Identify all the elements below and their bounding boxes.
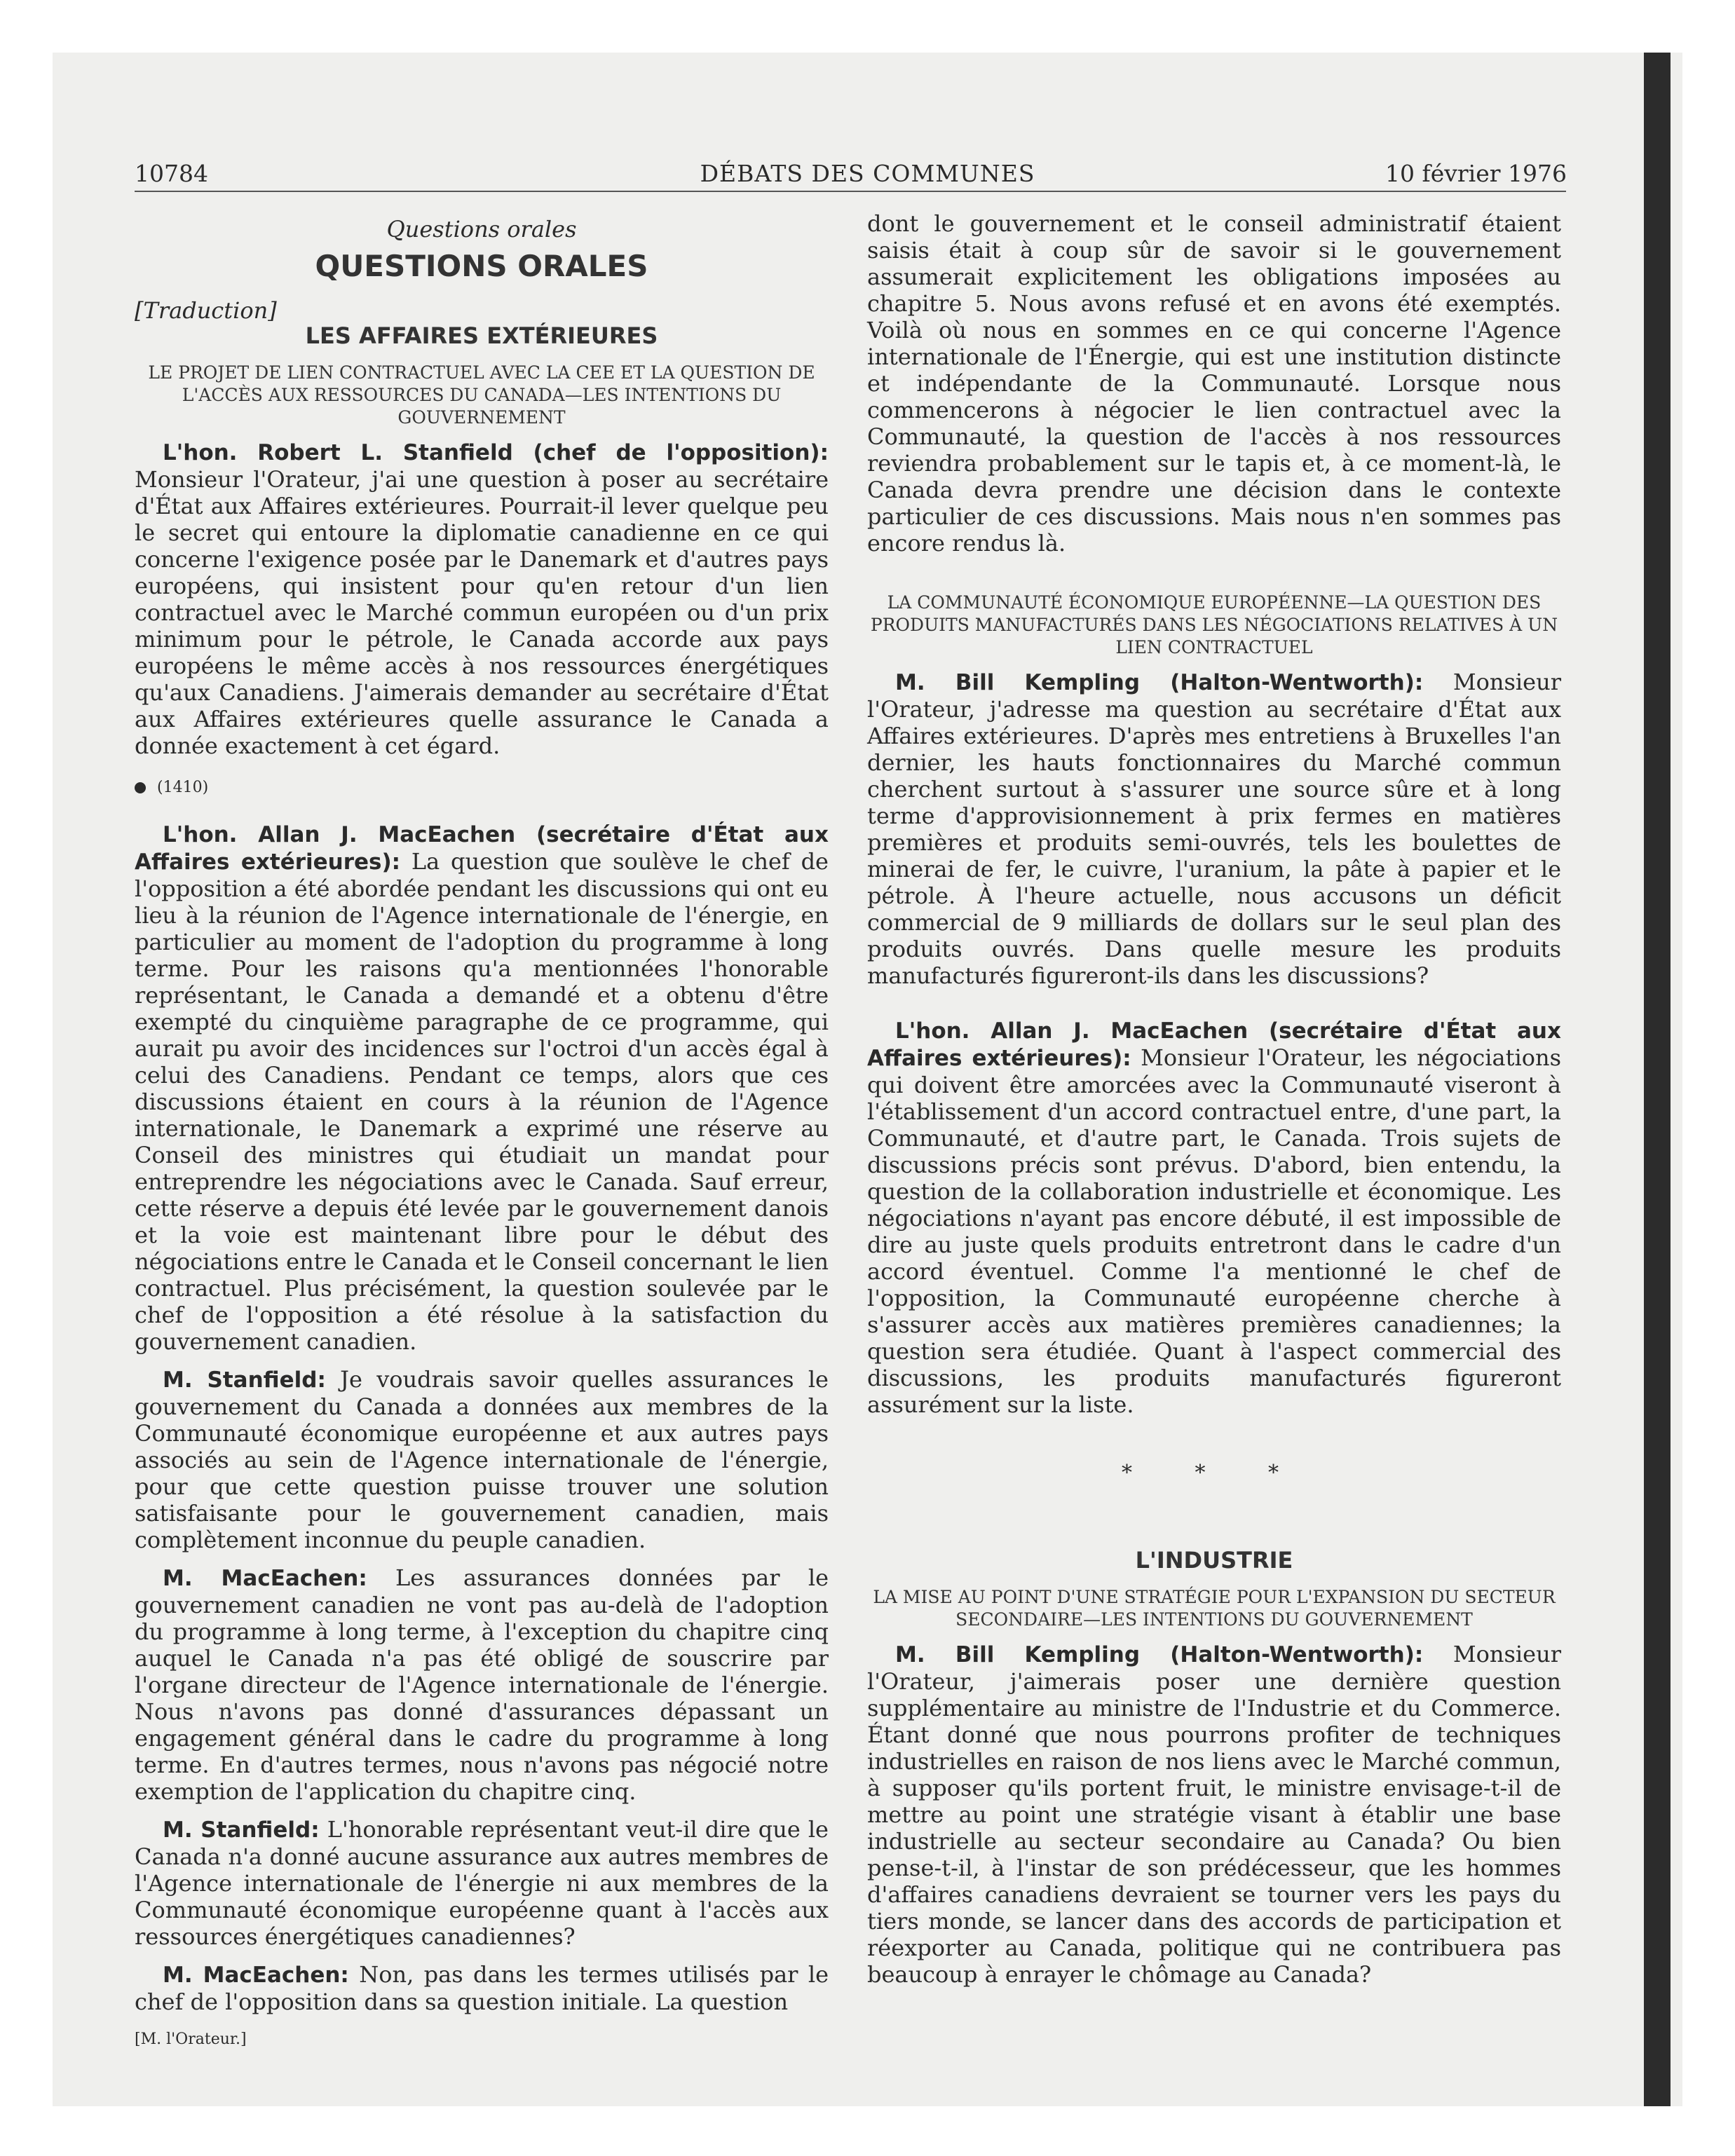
- speech-text: Les assurances données par le gouvernement canadien ne vont pas au-delà de l'adoption du programme à long terme, à l'exception du chapitre cinq auquel le Canada n'a pas été obligé de souscrire par l'organe directeur de l'Agence internationale de l'énergie. Nous n'avons pas donné d'assurances dépassant un engagement général dans le cadre du programme à long terme. En d'autres termes, nous n'avons pas négocié notre exemption de l'application du chapitre cinq.: [135, 1564, 829, 1805]
- speech-text: Monsieur l'Orateur, les négociations qui doivent être amorcées avec la Communauté viseront à l'établissement d'un accord contractuel entre, d'une part, la Communauté, et d'autre part, le Canada. Trois sujets de discussions précis sont prévus. D'abord, bien entendu, la question de la collaboration industrielle et économique. Les négociations n'ayant pas encore débuté, il est impossible de dire au juste quels produits entretront dans le cadre d'un accord éventuel. Comme l'a mentionné le chef de l'opposition, la Communauté européenne cherche à s'assurer accès aux matières premières canadiennes; la question sera étudiée. Quant à l'aspect commercial des discussions, les produits manufacturés figureront assurément sur la liste.: [867, 1044, 1561, 1418]
- bullet-icon: [135, 782, 146, 793]
- speech-text: Monsieur l'Orateur, j'ai une question à poser au secrétaire d'État aux Affaires extérieures. Pourrait-il lever quelque peu le secret qui entoure la diplomatie canadienne en ce qui concerne l'exigence posée par le Danemark et d'autres pays européens, qui insistent pour qu'en retour d'un lien contractuel avec le Marché commun européen ou d'un prix minimum pour le pétrole, le Canada accorde aux pays européens le même accès à nos ressources énergétiques qu'aux Canadiens. J'aimerais demander au secrétaire d'État aux Affaires extérieures quelle assurance le Canada a donnée exactement à cet égard.: [135, 466, 829, 759]
- issue-date: 10 février 1976: [1385, 160, 1567, 187]
- footnote: [M. l'Orateur.]: [135, 2031, 247, 2048]
- header-rule: [135, 191, 1566, 192]
- speaker-name: L'hon. Allan J. MacEachen (secrétaire d'État aux Affaires extérieures):: [135, 822, 829, 875]
- rubric: Questions orales: [386, 216, 577, 243]
- paragraph: [135, 1366, 829, 1553]
- paragraph: [135, 1816, 829, 1950]
- section-heading: LES AFFAIRES EXTÉRIEURES: [305, 322, 658, 349]
- speech-text: Monsieur l'Orateur, j'aimerais poser une dernière question supplémentaire au ministre de l'Industrie et du Commerce. Étant donné que nous pourrons profiter de techniques industrielles en raison de nos liens avec le Marché commun, à supposer qu'ils portent fruit, le ministre envisage-t-il de mettre au point une stratégie visant à établir une base industrielle au secteur secondaire au Canada? Ou bien pense-t-il, à l'instar de son prédécesseur, que les hommes d'affaires canadiens devraient se tourner vers les pays du tiers monde, se lancer dans des accords de participation et réexporter au Canada, politique qui ne contribuera pas beaucoup à enrayer le chômage au Canada?: [867, 1641, 1561, 1988]
- paragraph: [867, 1017, 1561, 1418]
- main-title: QUESTIONS ORALES: [315, 249, 648, 283]
- speech-text: Monsieur l'Orateur, j'adresse ma question au secrétaire d'État aux Affaires extérieures. D'après mes entretiens à Bruxelles l'an dernier, les hauts fonctionnaires du Marché commun cherchent surtout à s'assurer une source sûre et à long terme d'approvisionnement à prix fermes en matières premières et produits semi-ouvrés, tels les boulettes de minerai de fer, le cuivre, l'uranium, la pâte à papier et le pétrole. À l'heure actuelle, nous accusons un déficit commercial de 9 milliards de dollars sur le seul plan des produits ouvrés. Dans quelle mesure les produits manufacturés figureront-ils dans les discussions?: [867, 669, 1561, 989]
- speaker-name: L'hon. Allan J. MacEachen (secrétaire d'État aux Affaires extérieures):: [867, 1018, 1561, 1071]
- speaker-name: M. Bill Kempling (Halton-Wentworth):: [895, 670, 1424, 695]
- section-separator: * * *: [1121, 1461, 1307, 1485]
- timestamp-text: (1410): [157, 779, 209, 796]
- page-number: 10784: [135, 160, 208, 187]
- section-heading: L'INDUSTRIE: [1135, 1547, 1293, 1574]
- right-column: [867, 210, 1561, 1999]
- publication-title: DÉBATS DES COMMUNES: [700, 160, 1035, 187]
- scan-edge-shadow: [1644, 53, 1671, 2106]
- left-column: [135, 210, 829, 2053]
- speaker-name: M. Bill Kempling (Halton-Wentworth):: [895, 1642, 1424, 1667]
- speech-text: Non, pas dans les termes utilisés par le chef de l'opposition dans sa question initiale. La question: [135, 1961, 829, 2015]
- translation-note: [Traduction]: [135, 297, 277, 324]
- timestamp: [135, 775, 829, 801]
- paragraph: [135, 1564, 829, 1805]
- paragraph: dont le gouvernement et le conseil administratif étaient saisis était à coup sûr de savoir si le gouvernement assumerait explicitement les obligations imposées au chapitre 5. Nous avons refusé et en avons été exemptés. Voilà où nous en sommes en ce qui concerne l'Agence internationale de l'Énergie, qui est une institution distincte et indépendante de la Communauté. Lorsque nous commencerons à négocier le lien contractuel avec la Communauté, la question de l'accès à nos ressources reviendra probablement sur le tapis et, à ce moment-là, le Canada devra prendre une décision dans le contexte particulier de ces discussions. Mais nous n'en sommes pas encore rendus là.: [867, 210, 1561, 557]
- speech-text: Je voudrais savoir quelles assurances le gouvernement du Canada a données aux membres de la Communauté économique européenne et aux autres pays associés au sein de l'Agence internationale de l'énergie, pour que cette question puisse trouver une solution satisfaisante pour le gouvernement canadien, mais complètement inconnue du peuple canadien.: [135, 1366, 829, 1553]
- speaker-name: M. MacEachen:: [163, 1566, 367, 1591]
- paragraph: [867, 1641, 1561, 1988]
- speech-text: L'honorable représentant veut-il dire que le Canada n'a donné aucune assurance aux autres membres de l'Agence internationale de l'énergie ni aux membres de la Communauté économique européenne quant à l'accès aux ressources énergétiques canadiennes?: [135, 1816, 829, 1950]
- paragraph: [867, 669, 1561, 989]
- subheading: LE PROJET DE LIEN CONTRACTUEL AVEC LA CEE ET LA QUESTION DE L'ACCÈS AUX RESSOURCES DU CANADA—LES INTENTIONS DU GOUVERNEMENT: [148, 362, 815, 428]
- speech-text: La question que soulève le chef de l'opposition a été abordée pendant les discussions qui ont eu lieu à la réunion de l'Agence internationale de l'énergie, en particulier au moment de l'adoption du programme à long terme. Pour les raisons qu'a mentionnées l'honorable représentant, le Canada a demandé et a obtenu d'être exempté du cinquième paragraphe de ce programme, qui aurait pu avoir des incidences sur l'octroi d'un accès égal à celui des Canadiens. Pendant ce temps, alors que ces discussions étaient en cours à la réunion de l'Agence internationale, le Danemark a exprimé une réserve au Conseil des ministres qui étudiait un mandat pour entreprendre les négociations avec le Canada. Sauf erreur, cette réserve a depuis été levée par le gouvernement danois et la voie est maintenant libre pour le début des négociations entre le Canada et le Conseil concernant le lien contractuel. Plus précisément, la question soulevée par le chef de l'opposition a été résolue à la satisfaction du gouvernement canadien.: [135, 848, 829, 1355]
- speaker-name: M. MacEachen:: [163, 1963, 349, 1988]
- paragraph: [135, 439, 829, 759]
- speaker-name: M. Stanfield:: [163, 1817, 320, 1843]
- speaker-name: L'hon. Robert L. Stanfield (chef de l'opposition):: [163, 440, 829, 465]
- subheading: LA MISE AU POINT D'UNE STRATÉGIE POUR L'EXPANSION DU SECTEUR SECONDAIRE—LES INTENTIONS DU GOUVERNEMENT: [873, 1587, 1556, 1630]
- paragraph: [135, 1961, 829, 2015]
- speaker-name: M. Stanfield:: [163, 1367, 326, 1393]
- paragraph: [135, 821, 829, 1355]
- subheading: LA COMMUNAUTÉ ÉCONOMIQUE EUROPÉENNE—LA QUESTION DES PRODUITS MANUFACTURÉS DANS LES NÉGOCIATIONS RELATIVES À UN LIEN CONTRACTUEL: [870, 592, 1558, 657]
